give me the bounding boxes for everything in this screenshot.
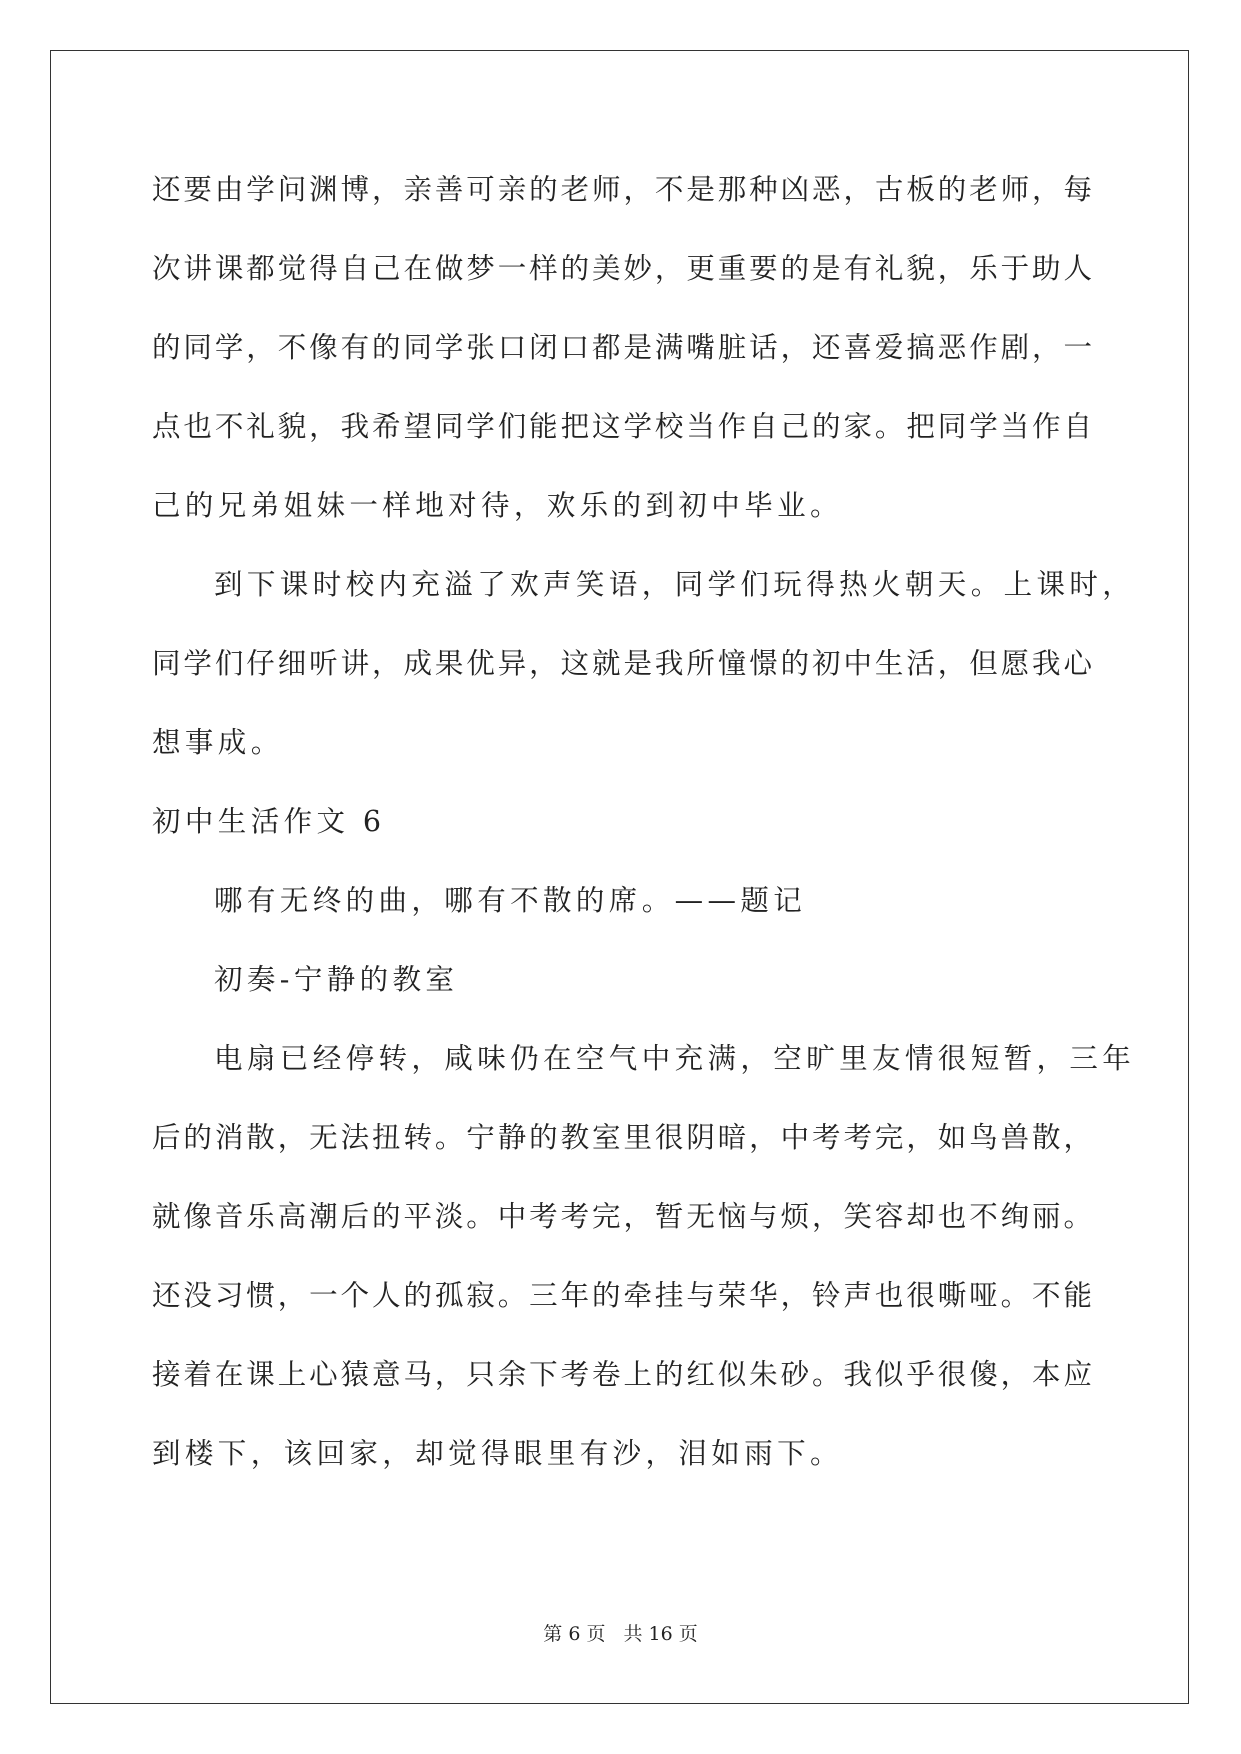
page-footer <box>0 1622 1241 1646</box>
text-line: 还没习惯，一个人的孤寂。三年的牵挂与荣华，铃声也很嘶哑。不能 <box>152 1279 1092 1312</box>
page-number: 第 6 页 <box>543 1623 606 1645</box>
epigraph-line: 哪有无终的曲，哪有不散的席。——题记 <box>214 884 807 917</box>
text-line: 到楼下，该回家，却觉得眼里有沙，泪如雨下。 <box>152 1437 843 1470</box>
text-line: 就像音乐高潮后的平淡。中考考完，暂无恼与烦，笑容却也不绚丽。 <box>152 1200 1092 1233</box>
page-total: 共 16 页 <box>623 1623 698 1645</box>
text-line: 同学们仔细听讲，成果优异，这就是我所憧憬的初中生活，但愿我心 <box>152 647 1092 680</box>
text-line: 点也不礼貌，我希望同学们能把这学校当作自己的家。把同学当作自 <box>152 410 1092 443</box>
text-line: 的同学，不像有的同学张口闭口都是满嘴脏话，还喜爱搞恶作剧，一 <box>152 331 1092 364</box>
text-line: 次讲课都觉得自己在做梦一样的美妙，更重要的是有礼貌，乐于助人 <box>152 252 1092 285</box>
text-line: 己的兄弟姐妹一样地对待，欢乐的到初中毕业。 <box>152 489 843 522</box>
section-heading: 初中生活作文 6 <box>152 805 386 838</box>
paragraph-start-line: 电扇已经停转，咸味仍在空气中充满，空旷里友情很短暂，三年 <box>214 1042 1136 1075</box>
text-line: 后的消散，无法扭转。宁静的教室里很阴暗，中考考完，如鸟兽散， <box>152 1121 1092 1154</box>
text-line: 想事成。 <box>152 726 284 759</box>
paragraph-start-line: 到下课时校内充溢了欢声笑语，同学们玩得热火朝天。上课时， <box>214 568 1136 601</box>
text-line: 还要由学问渊博，亲善可亲的老师，不是那种凶恶，古板的老师，每 <box>152 173 1092 206</box>
text-line: 接着在课上心猿意马，只余下考卷上的红似朱砂。我似乎很傻，本应 <box>152 1358 1092 1391</box>
subheading-line: 初奏-宁静的教室 <box>214 963 459 996</box>
